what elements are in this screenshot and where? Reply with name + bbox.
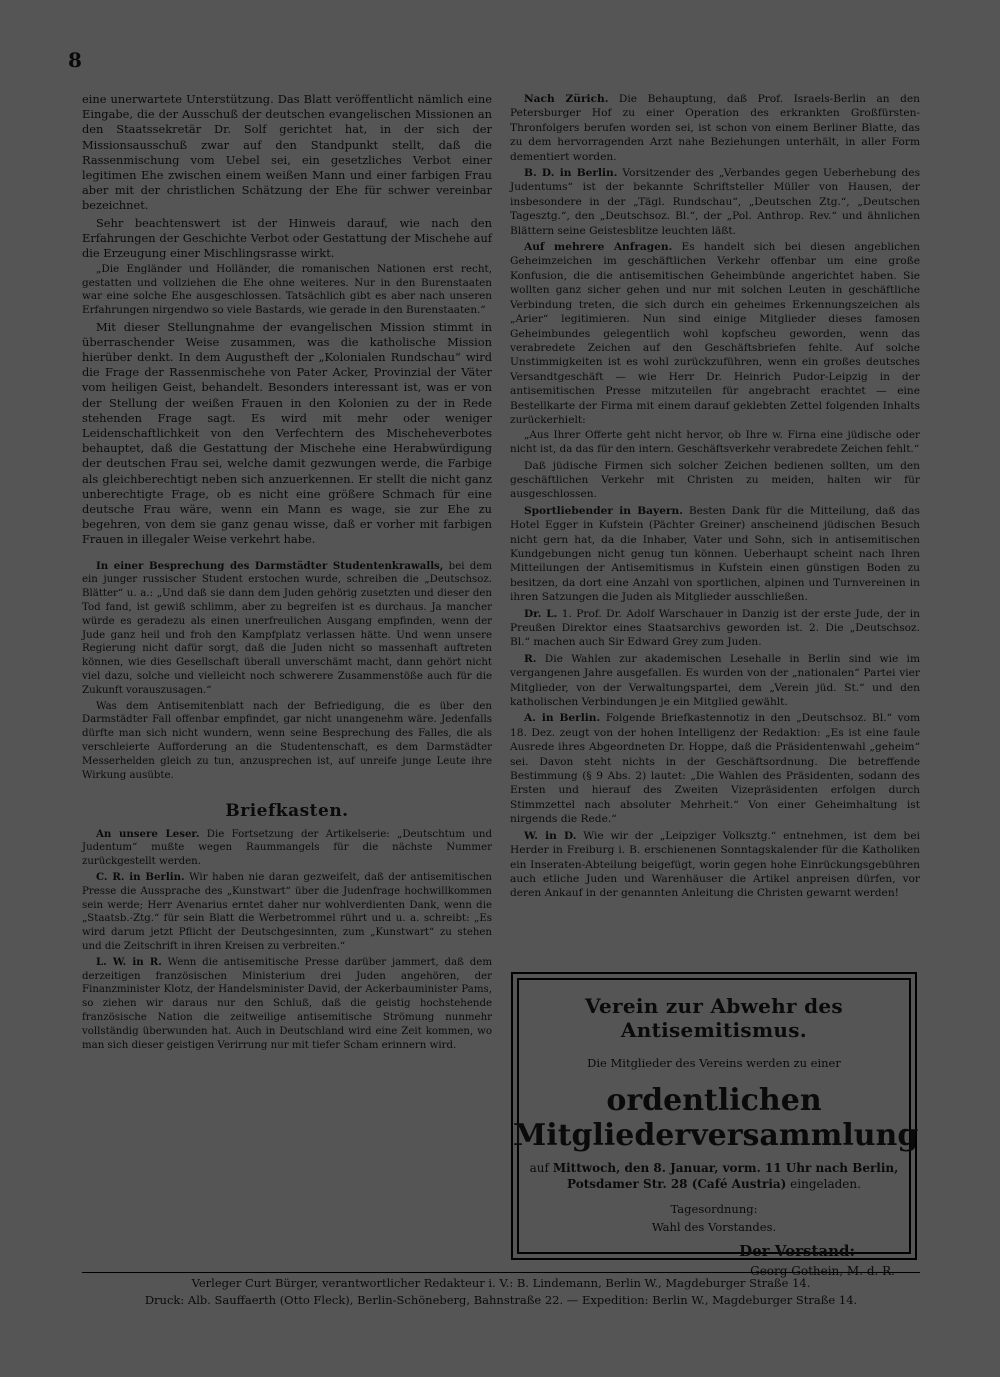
briefkasten-lead: B. D. in Berlin.: [524, 167, 618, 180]
quote: „Aus Ihrer Offerte geht nicht hervor, ob Ihre w. Firna eine jüdische oder nicht ist, da das für den intern. Geschäftsverkehr verabredete Zeichen fehlt.“: [510, 429, 920, 455]
notice-invite: Die Mitglieder des Vereins werden zu einer: [587, 1056, 841, 1070]
briefkasten-lead: An unsere Leser.: [96, 827, 200, 840]
notice-agenda-item: Wahl des Vorstandes.: [651, 1220, 777, 1234]
notice-agenda-label: Tagesordnung:: [670, 1202, 758, 1216]
notice-signature-label: Der Vorstand:: [739, 1242, 855, 1260]
notice-when-details: Mittwoch, den 8. Januar, vorm. 11 Uhr nach Berlin, Potsdamer Str. 28 (Café Austria): [552, 1161, 899, 1191]
briefkasten-item: [82, 871, 492, 954]
footer-publisher: Verleger Curt Bürger, verantwortlicher Redakteur i. V.: B. Lindemann, Berlin W., Magdeburger Straße 14.: [191, 1276, 811, 1290]
briefkasten-item: [510, 607, 920, 650]
footer-printer: Druck: Alb. Sauffaerth (Otto Fleck), Berlin-Schöneberg, Bahnstraße 22. — Expedition: Berlin W., Magdeburger Straße 14.: [144, 1293, 858, 1307]
briefkasten-item: [510, 652, 920, 710]
briefkasten-item: [510, 829, 920, 901]
briefkasten-lead: Auf mehrere Anfragen.: [524, 241, 673, 254]
briefkasten-lead: R.: [524, 652, 537, 665]
darmstadt-text: bei dem ein junger russischer Student erstochen wurde, schreiben die „Deutschsoz. Blätter“ u. a.: „Und daß sie dann dem Juden gehörig zusetzten und dieser den Tod fand, ist gewiß schlimm, aber zu begreifen ist es durchaus. Ja mancher würde es geradezu als einen unerfreulichen Ausgang empfinden, wenn der Jude ganz heil und froh den Kampfplatz verlassen hätte. Und wenn unsere Regierung nicht dafür sorgt, daß die Juden nicht so massenhaft auftreten können, wie dies Gesellschaft überall unverschämt macht, dann gehört nicht viel dazu, solche und vielleicht noch schwerere Zusammenstöße auch für die Zukunft vorauszusagen.“: [82, 560, 492, 696]
paragraph: Daß jüdische Firmen sich solcher Zeichen bedienen sollten, um den geschäftlichen Verkehr mit Christen zu meiden, halten wir für ausgeschlossen.: [510, 459, 920, 501]
briefkasten-lead: L. W. in R.: [96, 955, 162, 968]
briefkasten-text: Vorsitzender des „Verbandes gegen Ueberhebung des Judentums“ ist der bekannte Schriftsteller Müller von Hausen, der insbesondere in der „Tägl. Rundschau“, „Deutschen Ztg.“, „Deutschen Tagesztg.“, den „Deutschsoz. Bl.“, der „Pol. Anthrop. Rev.“ und ähnlichen Blättern seine Geistesblitze leuchten läßt.: [510, 167, 920, 237]
briefkasten-item: [510, 240, 920, 427]
briefkasten-lead: A. in Berlin.: [524, 712, 601, 725]
left-column: [82, 92, 492, 1054]
briefkasten-item: [82, 828, 492, 869]
briefkasten-item: [82, 956, 492, 1053]
page-number: 8: [68, 48, 82, 72]
briefkasten-lead: C. R. in Berlin.: [96, 871, 185, 883]
paragraph: eine unerwartete Unterstützung. Das Blatt veröffentlicht nämlich eine Eingabe, die der Ausschuß der deutschen evangelischen Missionen an den Staatssekretär Dr. Solf gerichtet hat, in der sich der Missionsausschuß zwar auf den Standpunkt stellt, daß die Rassenmischung vom Uebel sei, ein gesetzliches Verbot einer legitimen Ehe zwischen einem weißen Mann und einer farbigen Frau aber mit der christlichen Schätzung der Ehe für schwer vereinbar bezeichnet.: [82, 92, 492, 213]
briefkasten-text: Wir haben nie daran gezweifelt, daß der antisemitischen Presse die Aussprache des „Kunstwart“ über die Judenfrage hochwillkommen sein werde; Herr Avenarius erntet daher nur wohlverdienten Dank, wenn die „Staatsb.-Ztg.“ für sein Blatt die Werbetrommel rührt und u. a. schreibt: „Es wird darum jetzt Pflicht der Deutschgesinnten, zum „Kunstwart“ zu stehen und die Zeitschrift in ihren Kreisen zu verbreiten.“: [82, 872, 492, 952]
briefkasten-text: Wie wir der „Leipziger Volksztg.“ entnehmen, ist dem bei Herder in Freiburg i. B. erschienenen Sonntagskalender für die Katholiken ein Inseraten-Abteilung beigefügt, worin gegen hohe Einrückungsgebühren auch etliche Juden und Warenhäuser die Artikel anpreisen dürfen, vor deren Ankauf in der genannten Anleitung die Christen gewarnt werden!: [510, 829, 920, 900]
paragraph: Was dem Antisemitenblatt nach der Befriedigung, die es über den Darmstädter Fall offenbar empfindet, gar nicht unangenehm wäre. Jedenfalls dürfte man sich nicht wundern, wenn seine Besprechung des Falles, die als verschleierte Aufforderung an die Studentenschaft, es dem Darmstädter Messerhelden gleich zu tun, anzusprechen ist, auf unreife junge Leute ihre Wirkung ausübte.: [82, 700, 492, 781]
briefkasten-title: Briefkasten.: [225, 801, 349, 822]
briefkasten-item: [510, 92, 920, 164]
briefkasten-item: [510, 166, 920, 238]
briefkasten-text: Folgende Briefkastennotiz in den „Deutschsoz. Bl.“ vom 18. Dez. zeugt von der hohen Intelligenz der Redaktion: „Es ist eine faule Ausrede ihres Abgeordneten Dr. Hoppe, daß die Präsidentenwahl „geheim“ sei. Davon steht nichts in der Geschäftsordnung. Die betreffende Bestimmung (§ 9 Abs. 2) lautet: „Die Wahlen des Präsidenten, sodann des Ersten und hierauf des Zweiten Vizepräsidenten erfolgen durch Stimmzettel nach absoluter Mehrheit.“ Von einer Geheimhaltung ist nirgends die Rede.“: [510, 712, 920, 826]
meeting-notice-box: [511, 972, 919, 1278]
briefkasten-text: Wenn die antisemitische Presse darüber jammert, daß dem derzeitigen französischen Ministerium drei Juden angehören, der Finanzminister Klotz, der Handelsminister David, der Ackerbauminister Pams, so ziehen wir daraus nur den Schluß, daß die geistig hochstehende französische Nation die zeitweilige antisemitische Strömung nunmehr vollständig überwunden hat. Auch in Deutschland wird eine Zeit kommen, wo man sich dieser geistigen Verirrung nur mit tiefer Scham erinnern wird.: [82, 956, 492, 1051]
briefkasten-lead: Nach Zürich.: [524, 93, 609, 105]
notice-signature-name: Georg Gothein, M. d. R.: [750, 1264, 895, 1278]
right-column: [510, 92, 920, 903]
quote: „Die Engländer und Holländer, die romanischen Nationen erst recht, gestatten und vollziehen die Ehe ohne weiteres. Nur in den Burenstaaten war eine solche Ehe ausgeschlossen. Tatsächlich gibt es aber nach unseren Erfahrungen nirgendwo so viele Bastards, wie gerade in den Burenstaaten.“: [82, 263, 492, 317]
footer-divider: [82, 1272, 920, 1273]
notice-when-suffix: eingeladen.: [790, 1177, 861, 1191]
notice-headline-2: Mitgliederversammlung: [513, 1118, 919, 1153]
darmstadt-lead: In einer Besprechung des Darmstädter Studentenkrawalls,: [96, 559, 444, 572]
paragraph: Sehr beachtenswert ist der Hinweis darauf, wie nach den Erfahrungen der Geschichte Verbot oder Gestattung der Mischehe auf die Erzeugung einer Mischlingsrasse wirkt.: [82, 215, 492, 261]
briefkasten-text: Die Behauptung, daß Prof. Israels-Berlin an den Petersburger Hof zu einer Operation des erkrankten Großfürsten-Thronfolgers berufen worden sei, ist schon von einem Berliner Blatte, das zu dem hervorragenden Arzt nahe Beziehungen unterhält, in aller Form dementiert worden.: [510, 93, 920, 163]
briefkasten-text: Besten Dank für die Mitteilung, daß das Hotel Egger in Kufstein (Pächter Greiner) anscheinend jüdischen Besuch nicht gern hat, da die Inhaber, Vater und Sohn, sich in antisemitischen Kundgebungen nicht genug tun können. Ueberhaupt scheint nach Ihren Mitteilungen der Antisemitismus in Kufstein einen günstigen Boden zu besitzen, da dort eine Anzahl von sportlichen, alpinen und Turnvereinen in ihren Satzungen die Juden als Mitglieder ausschließen.: [510, 504, 920, 604]
notice-org-name: Verein zur Abwehr des Antisemitismus.: [585, 994, 843, 1042]
paragraph: Mit dieser Stellungnahme der evangelischen Mission stimmt in überraschender Weise zusammen, was die katholische Mission hierüber denkt. In dem Augustheft der „Kolonialen Rundschau“ wird die Frage der Rassenmischehe von Pater Acker, Provinzial der Väter vom heiligen Geist, behandelt. Besonders interessant ist, was er von der Stellung der weißen Frauen in den Kolonien zu der in Rede stehenden Frage sagt. Es wird mit mehr oder weniger Leidenschaftlichkeit von den Verfechtern des Mischeheverbotes behauptet, daß die Gestattung der Mischehe eine Herabwürdigung der deutschen Frau sei, welche damit gezwungen werde, die Farbige als gleichberechtigt neben sich anzuerkennen. Er stellt die nicht ganz unberechtigte Frage, ob es nicht eine größere Schmach für eine deutsche Frau wäre, wenn ein Mann es wage, sie zur Ehe zu begehren, von dem sie ganz genau wisse, daß er vorher mit farbigen Frauen in illegaler Weise verkehrt habe.: [82, 319, 492, 547]
briefkasten-lead: Sportliebender in Bayern.: [524, 504, 683, 517]
briefkasten-lead: Dr. L.: [524, 607, 558, 620]
darmstadt-paragraph: [82, 560, 492, 698]
briefkasten-lead: W. in D.: [524, 829, 577, 842]
briefkasten-item: [510, 711, 920, 826]
briefkasten-text: 1. Prof. Dr. Adolf Warschauer in Danzig ist der erste Jude, der in Preußen Direktor eines Staatsarchivs geworden ist. 2. Die „Deutschsoz. Bl.“ machen auch Sir Edward Grey zum Juden.: [510, 607, 920, 649]
briefkasten-text: Die Fortsetzung der Artikelserie: „Deutschtum und Judentum“ mußte wegen Raummangels für die nächste Nummer zurückgestellt werden.: [82, 828, 492, 868]
notice-when: [513, 1160, 915, 1192]
notice-headline-1: ordentlichen: [606, 1083, 822, 1118]
briefkasten-item: [510, 504, 920, 605]
briefkasten-text: Die Wahlen zur akademischen Lesehalle in Berlin sind wie im vergangenen Jahre ausgefallen. Es wurden von der „nationalen“ Partei vier Mitglieder, von der Verwaltungspartei, dem „Verein jüd. St.“ und den katholischen Verbindungen je ein Mitglied gewählt.: [510, 652, 920, 709]
notice-when-prefix: auf: [529, 1161, 549, 1175]
briefkasten-text: Es handelt sich bei diesen angeblichen Geheimzeichen im geschäftlichen Verkehr offenbar um eine große Konfusion, die die antisemitischen Geheimbünde angerichtet haben. Sie wollten ganz sicher gehen und nur mit solchen Leuten in geschäftliche Verbindung treten, die sich durch ein geheimes Erkennungszeichen als „Arier“ legitimieren. Nun sind einige Mitglieder dieses famosen Geheimbundes gelegentlich wohl kopfscheu geworden, wenn das verabredete Zeichen auf den Geschäftsbriefen fehlte. Auf solche Unstimmigkeiten ist es wohl zurückzuführen, wenn ein großes deutsches Versandtgeschäft — wie Herr Dr. Heinrich Pudor-Leipzig in der antisemitischen Presse mitzuteilen für angebracht erachtet — eine Bestellkarte der Firma mit einem darauf geklebten Zettel folgenden Inhalts zurückerhielt:: [510, 241, 920, 426]
